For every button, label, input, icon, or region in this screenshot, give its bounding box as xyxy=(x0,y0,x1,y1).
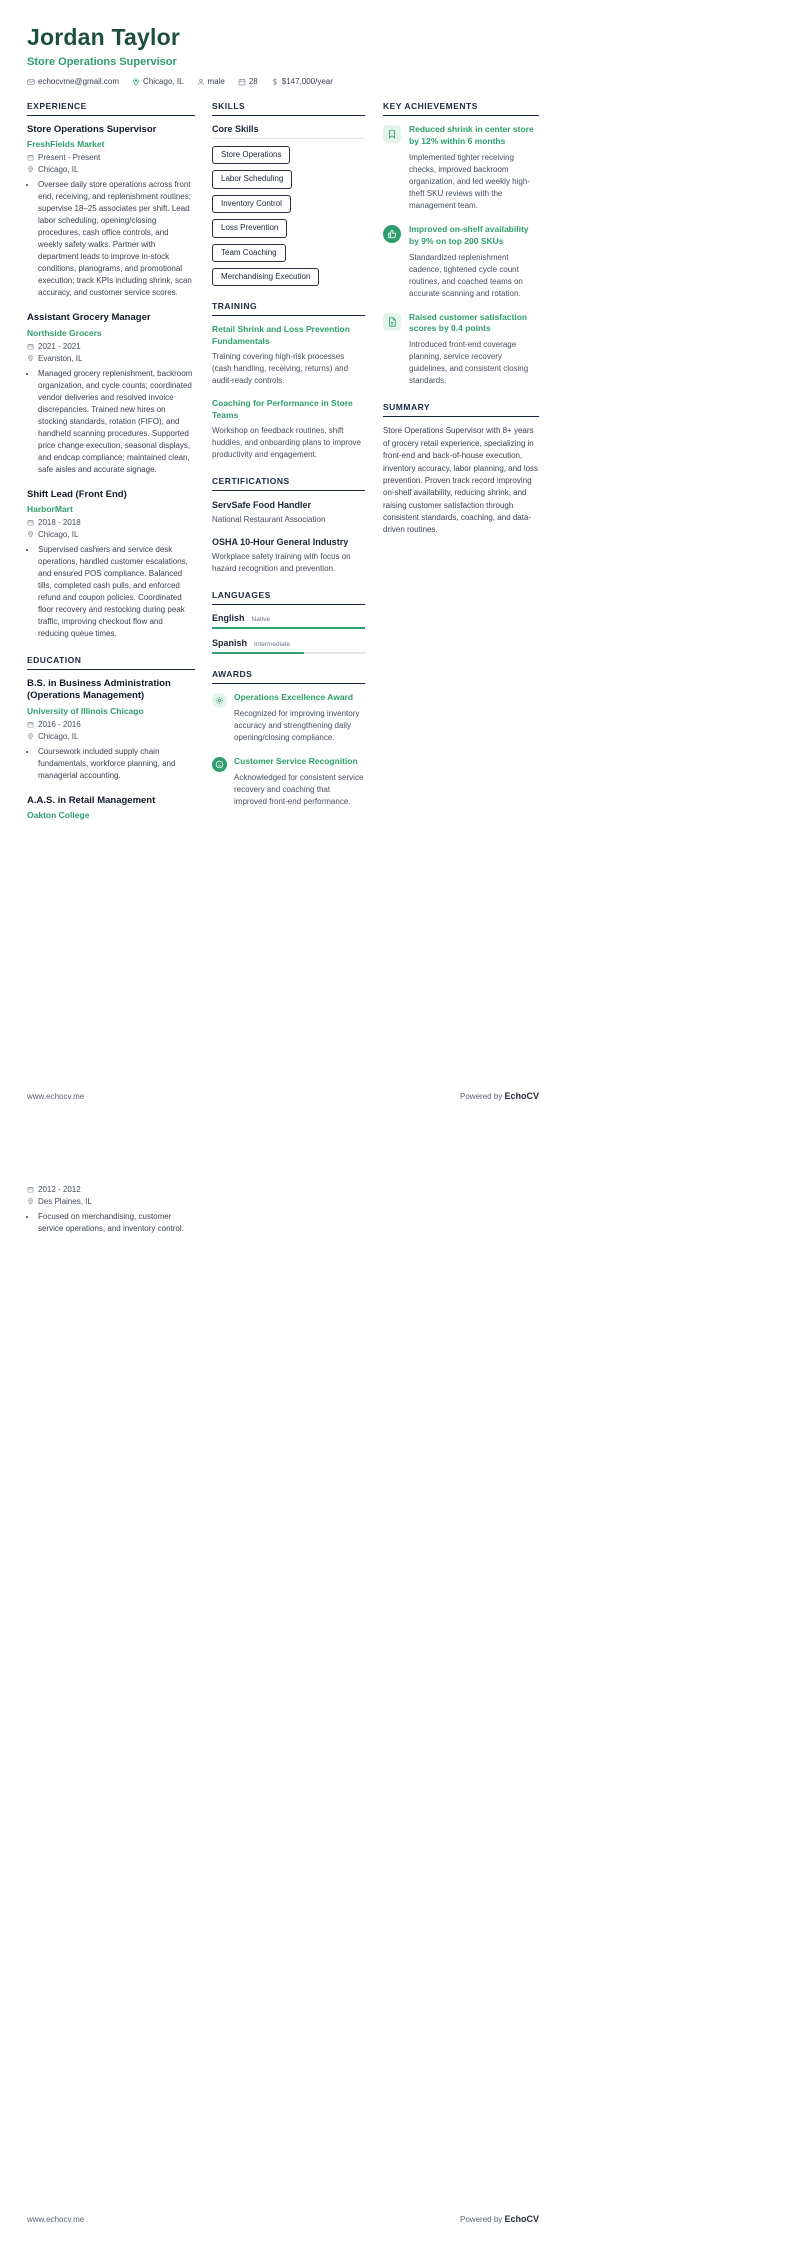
education-heading: EDUCATION xyxy=(27,655,195,670)
training-item xyxy=(212,398,365,461)
experience-item xyxy=(27,489,195,640)
page-1-content xyxy=(27,24,539,835)
candidate-name: Jordan Taylor xyxy=(27,24,180,50)
calendar-icon xyxy=(27,1186,34,1193)
education-location-text: Des Plaines, IL xyxy=(38,1197,92,1206)
achievement-desc: Introduced front-end coverage planning, service recovery guidelines, and consistent closing standards. xyxy=(409,340,529,386)
resume-page-2 xyxy=(0,1123,794,2246)
job-title: Assistant Grocery Manager xyxy=(27,312,151,324)
contact-location-text: Chicago, IL xyxy=(143,77,184,86)
job-meta xyxy=(27,518,195,539)
achievement-desc: Implemented tighter receiving checks, improved backroom organization, and led weekly high-theft SKU reviews with the management team. xyxy=(409,152,530,210)
job-bullet: • Oversee daily store operations across front end, receiving, and replenishment routines; supervise 18–25 associates per shift. Lead labor scheduling, opening/closing procedures, cash office controls, and weekly safety walks. Partner with department leads to improve in-stock conditions, planograms, and promotional execution; track KPIs including shrink, scan accuracy, and customer service scores. xyxy=(37,179,195,299)
job-company: FreshFields Market xyxy=(27,139,105,150)
degree-title: B.S. in Business Administration (Operations Management) xyxy=(27,678,171,702)
contact-gender-text: male xyxy=(207,77,225,86)
column-right xyxy=(383,101,539,552)
language-item xyxy=(212,613,365,629)
education-bullet: • Coursework included supply chain fundamentals, workforce planning, and managerial accounting. xyxy=(37,746,195,782)
skill-chip: Team Coaching xyxy=(212,244,286,262)
calendar-icon xyxy=(27,154,34,161)
footer-site-link[interactable]: www.echocv.me xyxy=(27,2215,85,2224)
echocv-brand: EchoCV xyxy=(504,1091,539,1101)
skill-chip: Loss Prevention xyxy=(212,219,287,237)
skills-chip-list xyxy=(212,146,365,286)
candidate-title: Store Operations Supervisor xyxy=(27,56,177,68)
job-location xyxy=(27,354,195,363)
job-bullets xyxy=(37,179,195,299)
education-location xyxy=(27,732,195,741)
job-dates-text: 2018 - 2018 xyxy=(38,518,81,528)
award-desc: Acknowledged for consistent service recovery and coaching that improved front-end performance. xyxy=(234,772,364,806)
award-desc: Recognized for improving inventory accuracy and strengthening daily opening/closing compliance. xyxy=(234,709,360,743)
job-location-text: Evanston, IL xyxy=(38,353,83,363)
job-company: HarborMart xyxy=(27,504,73,515)
section-achievements xyxy=(383,101,539,387)
education-bullets xyxy=(37,1211,195,1235)
calendar-icon xyxy=(27,519,34,526)
award-item xyxy=(212,692,365,744)
job-bullets xyxy=(37,544,195,640)
language-proficiency-bar xyxy=(212,652,365,654)
award-body xyxy=(234,692,365,744)
language-name: English xyxy=(212,613,245,624)
page-1-footer xyxy=(27,1091,539,1101)
section-skills xyxy=(212,101,365,286)
powered-by-prefix: Powered by xyxy=(460,2215,505,2224)
section-languages xyxy=(212,590,365,654)
achievement-body xyxy=(409,312,539,388)
language-name: Spanish xyxy=(212,638,248,649)
education-meta xyxy=(27,1185,195,1206)
training-heading: TRAINING xyxy=(212,301,365,316)
resume-header xyxy=(27,24,539,86)
achievement-body xyxy=(409,124,539,212)
job-location-text: Chicago, IL xyxy=(38,165,79,175)
skill-chip: Labor Scheduling xyxy=(212,170,292,188)
job-company: Northside Grocers xyxy=(27,327,102,338)
job-title: Store Operations Supervisor xyxy=(27,124,157,135)
award-item xyxy=(212,756,365,808)
summary-heading: SUMMARY xyxy=(383,402,539,417)
job-title: Shift Lead (Front End) xyxy=(27,488,127,500)
achievement-item xyxy=(383,224,539,300)
language-item xyxy=(212,638,365,654)
certification-item xyxy=(212,536,365,575)
award-body xyxy=(234,756,365,808)
job-bullet: • Supervised cashiers and service desk operations, handled customer escalations, and ensured POS compliance. Balanced tills, completed cash pulls, and enforced refund and coupon policies. Coordinated floor recovery and restocking during peak traffic, improving checkout flow and reducing queue times. xyxy=(37,544,195,640)
footer-site-link[interactable]: www.echocv.me xyxy=(27,1092,85,1101)
certification-desc: National Restaurant Association xyxy=(212,515,326,525)
language-level: Native xyxy=(251,616,270,624)
achievement-item xyxy=(383,312,539,388)
contact-gender xyxy=(197,77,225,86)
skill-chip: Merchandising Execution xyxy=(212,268,319,286)
language-proficiency-bar xyxy=(212,627,365,629)
language-line xyxy=(212,613,365,623)
education-item xyxy=(27,795,195,820)
achievement-title: Improved on-shelf availability by 9% on top 200 SKUs xyxy=(409,223,529,246)
location-pin-icon xyxy=(132,78,140,86)
language-level: Intermediate xyxy=(254,641,291,649)
resume-columns xyxy=(27,101,539,835)
skills-group-title: Core Skills xyxy=(212,124,365,139)
experience-item xyxy=(27,312,195,475)
skill-chip: Store Operations xyxy=(212,146,290,164)
powered-by xyxy=(460,2214,539,2224)
location-pin-icon xyxy=(27,531,34,538)
education-location xyxy=(27,1197,195,1206)
thumbs-up-icon xyxy=(383,225,401,243)
education-dates-text: 2016 - 2016 xyxy=(38,719,81,729)
contact-location xyxy=(132,77,183,86)
education-bullets xyxy=(37,746,195,782)
section-experience xyxy=(27,101,195,640)
dollar-icon xyxy=(271,78,279,86)
contact-age-text: 28 xyxy=(248,77,258,86)
section-training xyxy=(212,301,365,461)
echocv-brand: EchoCV xyxy=(504,2214,539,2224)
location-pin-icon xyxy=(27,733,34,740)
smile-icon xyxy=(212,757,227,772)
section-education xyxy=(27,655,195,820)
calendar-icon xyxy=(27,721,34,728)
school-name: Oakton College xyxy=(27,810,90,821)
education-bullet: • Focused on merchandising, customer service operations, and inventory control. xyxy=(37,1211,195,1235)
language-line xyxy=(212,638,365,648)
award-title: Operations Excellence Award xyxy=(234,692,354,703)
chart-doc-icon xyxy=(383,313,401,331)
contact-email[interactable] xyxy=(27,77,119,86)
school-name: University of Illinois Chicago xyxy=(27,705,144,716)
calendar-icon xyxy=(238,78,246,86)
achievement-item xyxy=(383,124,539,212)
degree-title: A.A.S. in Retail Management xyxy=(27,794,156,806)
certifications-heading: CERTIFICATIONS xyxy=(212,476,365,491)
languages-heading: LANGUAGES xyxy=(212,590,365,605)
contact-age xyxy=(238,77,258,86)
achievements-heading: KEY ACHIEVEMENTS xyxy=(383,101,539,116)
education-location-text: Chicago, IL xyxy=(38,731,79,741)
section-awards xyxy=(212,669,365,808)
achievement-body xyxy=(409,224,539,300)
experience-heading: EXPERIENCE xyxy=(27,101,195,116)
job-dates xyxy=(27,518,195,527)
contact-salary-text: $147,000/year xyxy=(281,77,333,86)
job-dates-text: Present - Present xyxy=(38,153,101,163)
email-icon xyxy=(27,78,35,86)
contact-email-text: echocvme@gmail.com xyxy=(38,77,120,86)
training-desc: Training covering high-risk processes (cash handling, receiving, returns) and audit-ready controls. xyxy=(212,352,349,386)
skill-chip: Inventory Control xyxy=(212,195,291,213)
page-2-footer xyxy=(27,2214,539,2224)
job-location xyxy=(27,165,195,174)
education-dates-text: 2012 - 2012 xyxy=(38,1185,81,1194)
achievement-title: Reduced shrink in center store by 12% within 6 months xyxy=(409,124,534,146)
training-title: Coaching for Performance in Store Teams xyxy=(212,398,353,421)
contact-salary xyxy=(271,77,333,86)
section-certifications xyxy=(212,476,365,575)
certification-item xyxy=(212,499,365,526)
training-title: Retail Shrink and Loss Prevention Fundamentals xyxy=(212,324,350,347)
location-pin-icon xyxy=(27,1198,34,1205)
bookmark-icon xyxy=(383,125,401,143)
job-dates-text: 2021 - 2021 xyxy=(38,341,81,351)
awards-heading: AWARDS xyxy=(212,669,365,684)
education-continuation xyxy=(27,1185,195,1235)
summary-text: Store Operations Supervisor with 8+ years of grocery retail experience, specializing in front-end and back-of-house execution, inventory accuracy, labor planning, and loss prevention. Proven track record improving on-shelf availability, reducing shrink, and raising customer satisfaction through consistent standards, coaching, and data-driven routines. xyxy=(383,426,539,535)
job-bullet: • Managed grocery replenishment, backroom organization, and cycle counts; coordinated vendor deliveries and resolved invoice discrepancies. Trained new hires on stocking standards, rotation (FIFO), and handheld scanning procedures. Supported price change execution, seasonal displays, and endcap compliance; maintained clean, safe aisles and accurate signage. xyxy=(37,368,195,476)
gear-icon xyxy=(212,693,227,708)
training-desc: Workshop on feedback routines, shift huddles, and onboarding plans to improve productivity and engagement. xyxy=(212,425,361,459)
job-location-text: Chicago, IL xyxy=(38,530,79,540)
contact-row xyxy=(27,77,539,86)
calendar-icon xyxy=(27,343,34,350)
job-meta xyxy=(27,342,195,363)
achievement-title: Raised customer satisfaction scores by 0.4 points xyxy=(409,311,528,334)
certification-desc: Workplace safety training with focus on hazard recognition and prevention. xyxy=(212,552,351,574)
person-icon xyxy=(197,78,205,86)
job-meta xyxy=(27,153,195,174)
location-pin-icon xyxy=(27,355,34,362)
column-left xyxy=(27,101,195,835)
job-bullets xyxy=(37,368,195,476)
skills-heading: SKILLS xyxy=(212,101,365,116)
achievement-desc: Standardized replenishment cadence, tightened cycle count routines, and coached teams on accurate scanning and rotation. xyxy=(409,252,523,298)
job-dates xyxy=(27,153,195,162)
education-item xyxy=(27,678,195,782)
education-dates xyxy=(27,720,195,729)
powered-by xyxy=(460,1091,539,1101)
location-pin-icon xyxy=(27,166,34,173)
experience-item xyxy=(27,124,195,299)
column-middle xyxy=(212,101,365,823)
job-location xyxy=(27,530,195,539)
award-title: Customer Service Recognition xyxy=(234,756,358,767)
job-dates xyxy=(27,342,195,351)
certification-name: ServSafe Food Handler xyxy=(212,499,312,510)
education-dates xyxy=(27,1185,195,1194)
powered-by-prefix: Powered by xyxy=(460,1092,505,1101)
certification-name: OSHA 10-Hour General Industry xyxy=(212,537,349,548)
section-summary xyxy=(383,402,539,537)
education-meta xyxy=(27,720,195,741)
training-item xyxy=(212,324,365,387)
